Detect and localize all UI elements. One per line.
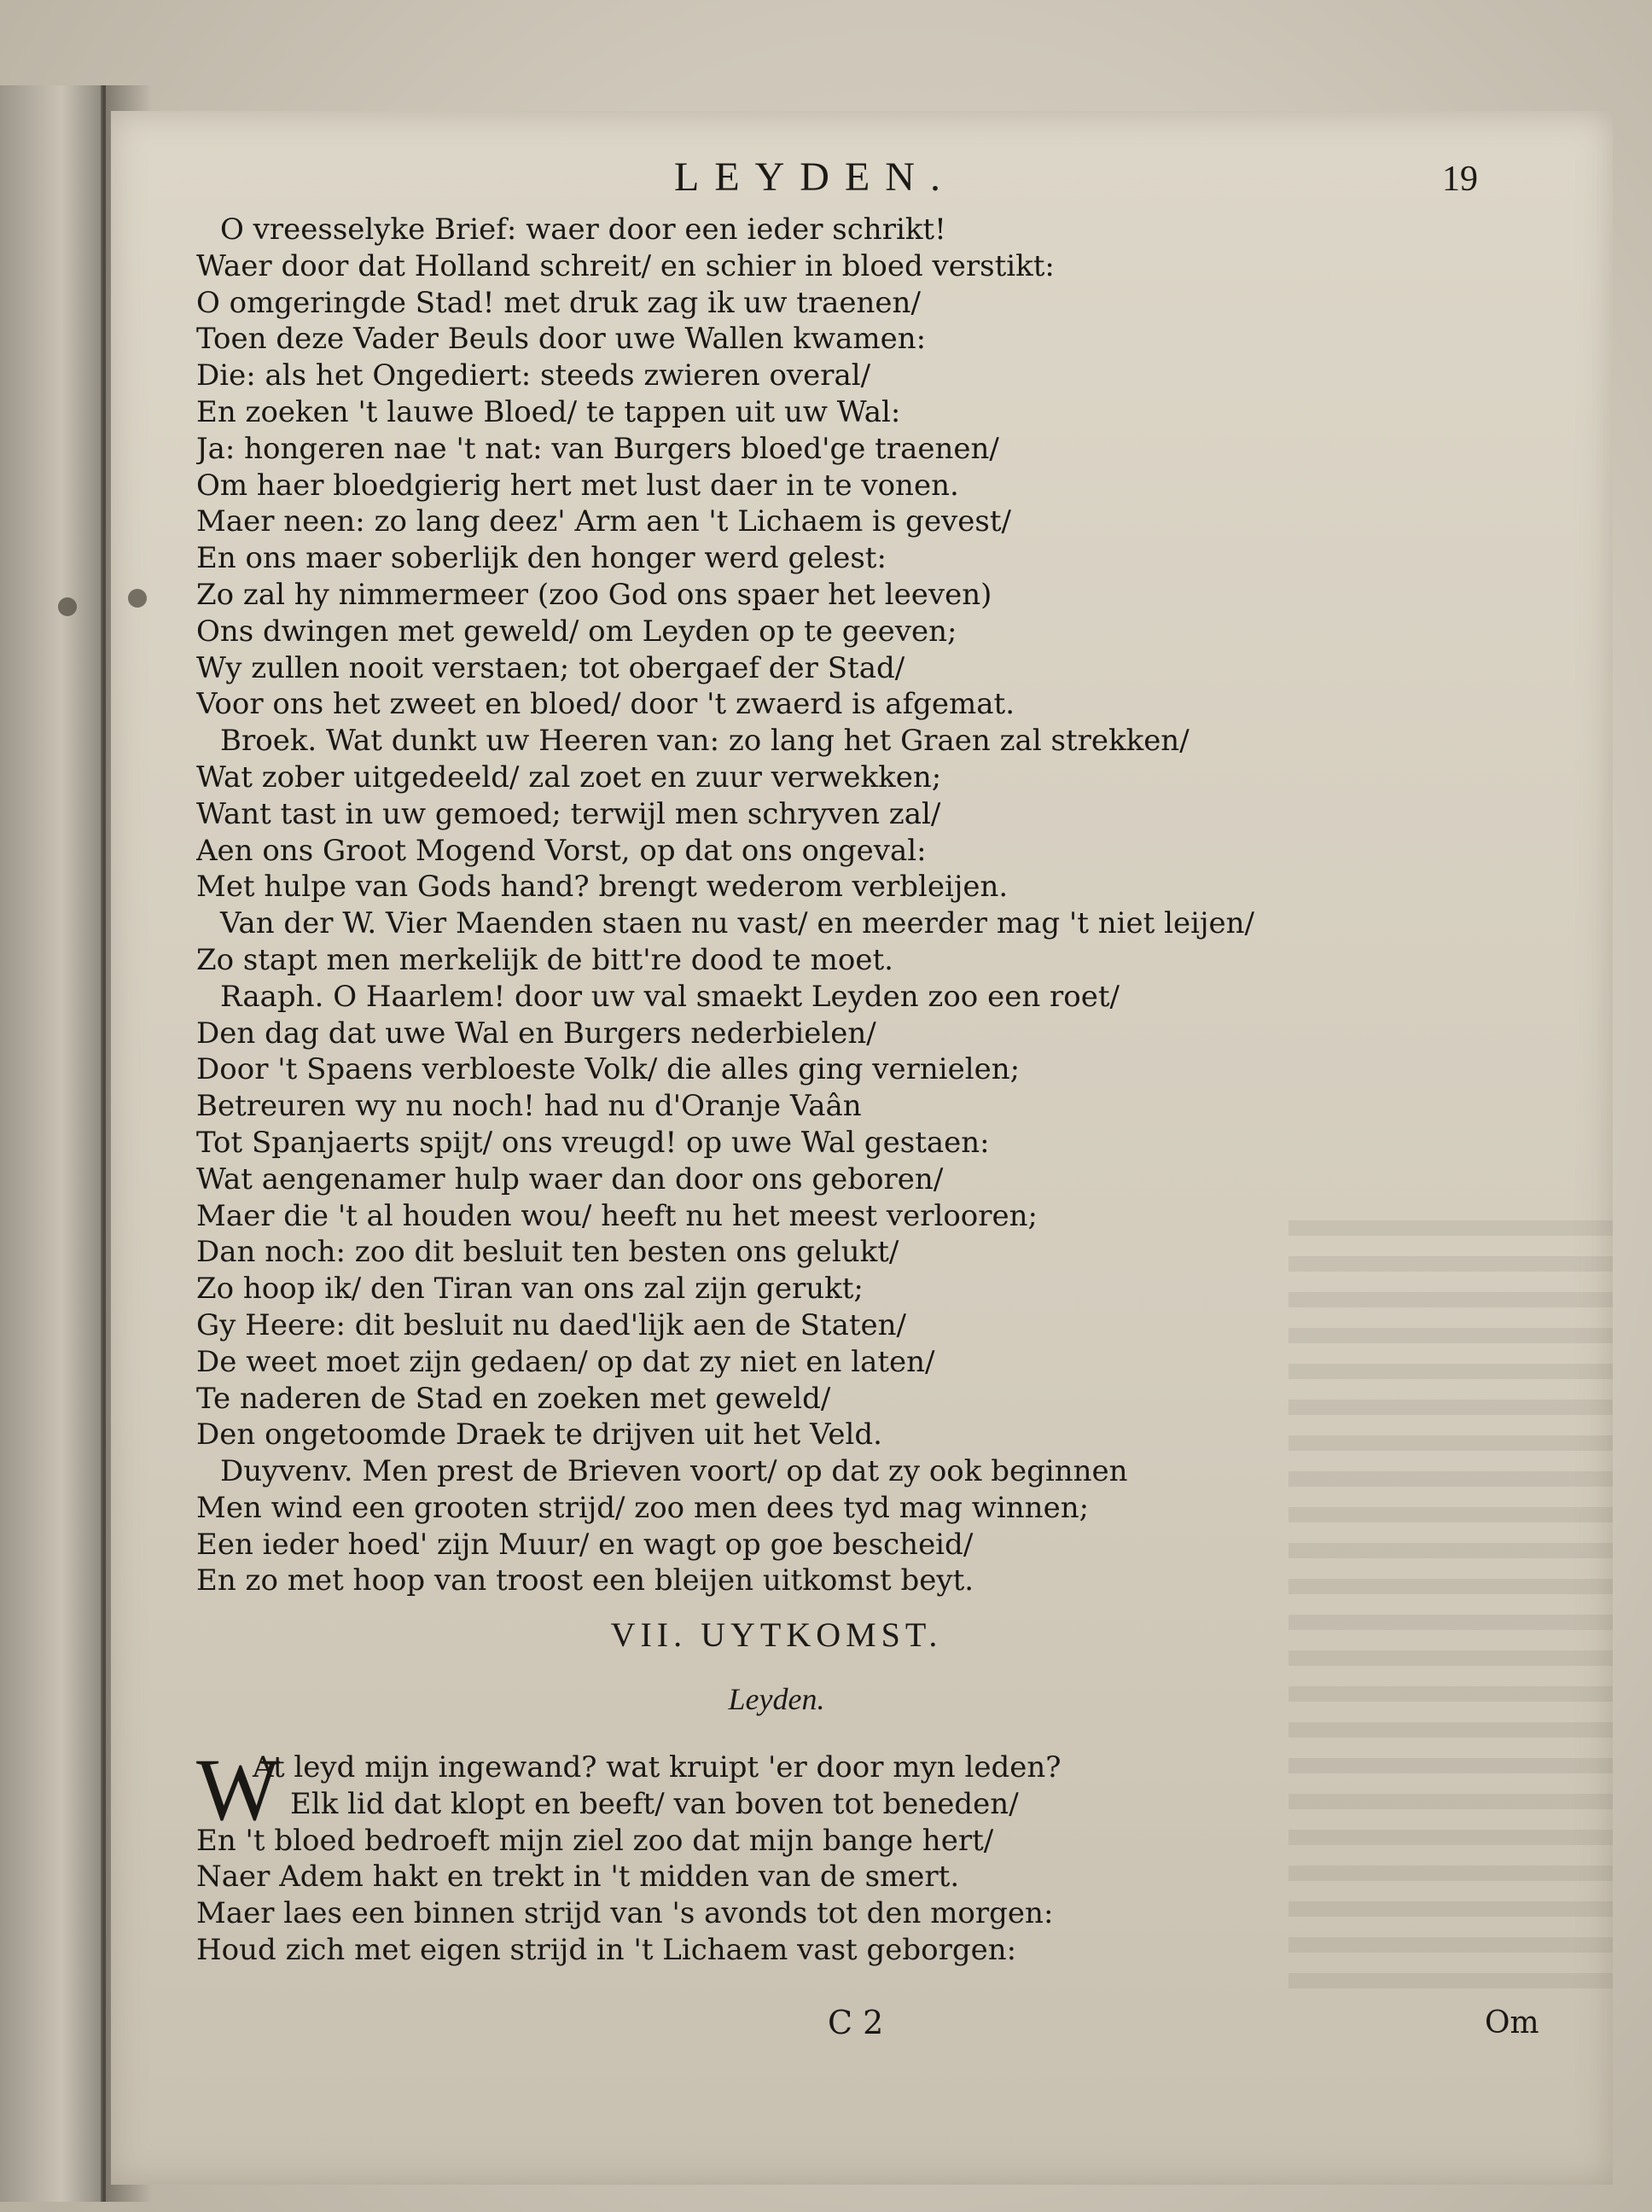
drop-cap: W: [196, 1741, 281, 1839]
verse-line: En ons maer soberlijk den honger werd gelest:: [196, 541, 887, 576]
facing-page-edge: [0, 85, 106, 2202]
verse-line: Den ongetoomde Draek te drijven uit het Veld.: [196, 1417, 882, 1452]
verse-line: Zo stapt men merkelijk de bitt're dood te moet.: [196, 942, 893, 977]
verse-line: Zo zal hy nimmermeer (zoo God ons spaer het leeven): [196, 577, 992, 612]
verse-line: Wy zullen nooit verstaen; tot obergaef der Stad/: [196, 650, 905, 685]
verse-line: Tot Spanjaerts spijt/ ons vreugd! op uwe Wal gestaen:: [196, 1125, 990, 1160]
verse-line: En zoeken 't lauwe Bloed/ te tappen uit uw Wal:: [196, 394, 901, 429]
verse-line: Naer Adem hakt en trekt in 't midden van de smert.: [196, 1860, 960, 1895]
verse-line: Want tast in uw gemoed; terwijl men schryven zal/: [196, 796, 941, 831]
verse-line: En 't bloed bedroeft mijn ziel zoo dat mijn bange hert/: [196, 1823, 994, 1858]
verse-line: Wat aengenamer hulp waer dan door ons geboren/: [196, 1161, 944, 1196]
verse-line: Maer neen: zo lang deez' Arm aen 't Lichaem is gevest/: [196, 504, 1011, 539]
verse-line: Men wind een grooten strijd/ zoo men dees tyd mag winnen;: [196, 1490, 1090, 1525]
verse-line: Te naderen de Stad en zoeken met geweld/: [196, 1381, 831, 1416]
opening-verse-block: [196, 1741, 1434, 1969]
verse-line: Gy Heere: dit besluit nu daed'lijk aen de Staten/: [196, 1307, 906, 1342]
page-header: [111, 154, 1613, 205]
verse-line: Ja: hongeren nae 't nat: van Burgers bloed'ge traenen/: [196, 431, 999, 466]
verse-line: Den dag dat uwe Wal en Burgers nederbielen/: [196, 1016, 876, 1051]
verse-line: Zo hoop ik/ den Tiran van ons zal zijn gerukt;: [196, 1272, 864, 1307]
page-number: 19: [1442, 160, 1478, 199]
verse-line: De weet moet zijn gedaen/ op dat zy niet en laten/: [196, 1344, 935, 1379]
section-heading: VII. UYTKOMST.: [610, 1615, 943, 1654]
verse-line: Waer door dat Holland schreit/ en schier in bloed verstikt:: [196, 248, 1055, 283]
verse-line-speaker: Raaph. O Haarlem! door uw val smaekt Leyden zoo een roet/: [220, 979, 1120, 1014]
binding-hole: [128, 589, 147, 608]
verse-line: O vreesselyke Brief: waer door een ieder schrikt!: [220, 212, 946, 247]
verse-line: Een ieder hoed' zijn Muur/ en wagt op goe bescheid/: [196, 1527, 974, 1562]
verse-line: Ons dwingen met geweld/ om Leyden op te geeven;: [196, 614, 957, 649]
verse-line-speaker: Duyvenv. Men prest de Brieven voort/ op dat zy ook beginnen: [220, 1454, 1128, 1489]
verse-line: Elk lid dat klopt en beeft/ van boven tot beneden/: [290, 1786, 1019, 1821]
verse-line: Om haer bloedgierig hert met lust daer in te vonen.: [196, 468, 959, 503]
verse-line: Wat zober uitgedeeld/ zal zoet en zuur verwekken;: [196, 760, 942, 795]
verse-line: Toen deze Vader Beuls door uwe Wallen kwamen:: [196, 322, 927, 357]
binding-hole: [58, 597, 77, 616]
verse-line: Houd zich met eigen strijd in 't Lichaem vast geborgen:: [196, 1932, 1017, 1967]
book-page: [111, 111, 1613, 2185]
verse-line-speaker: Broek. Wat dunkt uw Heeren van: zo lang het Graen zal strekken/: [220, 724, 1190, 759]
verse-line: Die: als het Ongediert: steeds zwieren overal/: [196, 358, 871, 393]
verse-line: Aen ons Groot Mogend Vorst, op dat ons ongeval:: [196, 833, 927, 868]
verse-block: [196, 212, 1434, 1599]
verse-line-speaker: Van der W. Vier Maenden staen nu vast/ en meerder mag 't niet leijen/: [220, 906, 1254, 941]
verse-line: At leyd mijn ingewand? wat kruipt 'er door myn leden?: [253, 1750, 1062, 1784]
verse-line: Betreuren wy nu noch! had nu d'Oranje Vaân: [196, 1089, 862, 1124]
speaker-heading: Leyden.: [728, 1682, 825, 1716]
verse-line: Maer die 't al houden wou/ heeft nu het meest verlooren;: [196, 1198, 1038, 1233]
signature-mark: C 2: [828, 2004, 884, 2041]
verse-line: O omgeringde Stad! met druk zag ik uw traenen/: [196, 285, 921, 320]
verse-line: Met hulpe van Gods hand? brengt wederom verbleijen.: [196, 870, 1009, 905]
verse-line: Voor ons het zweet en bloed/ door 't zwaerd is afgemat.: [196, 687, 1015, 722]
verse-line: Door 't Spaens verbloeste Volk/ die alles ging vernielen;: [196, 1052, 1021, 1087]
running-title: LEYDEN.: [674, 154, 956, 200]
verse-line: Maer laes een binnen strijd van 's avonds tot den morgen:: [196, 1896, 1054, 1931]
verse-line: Dan noch: zoo dit besluit ten besten ons gelukt/: [196, 1235, 899, 1270]
catchword: Om: [1485, 2005, 1539, 2040]
verse-line: En zo met hoop van troost een bleijen uitkomst beyt.: [196, 1563, 974, 1598]
